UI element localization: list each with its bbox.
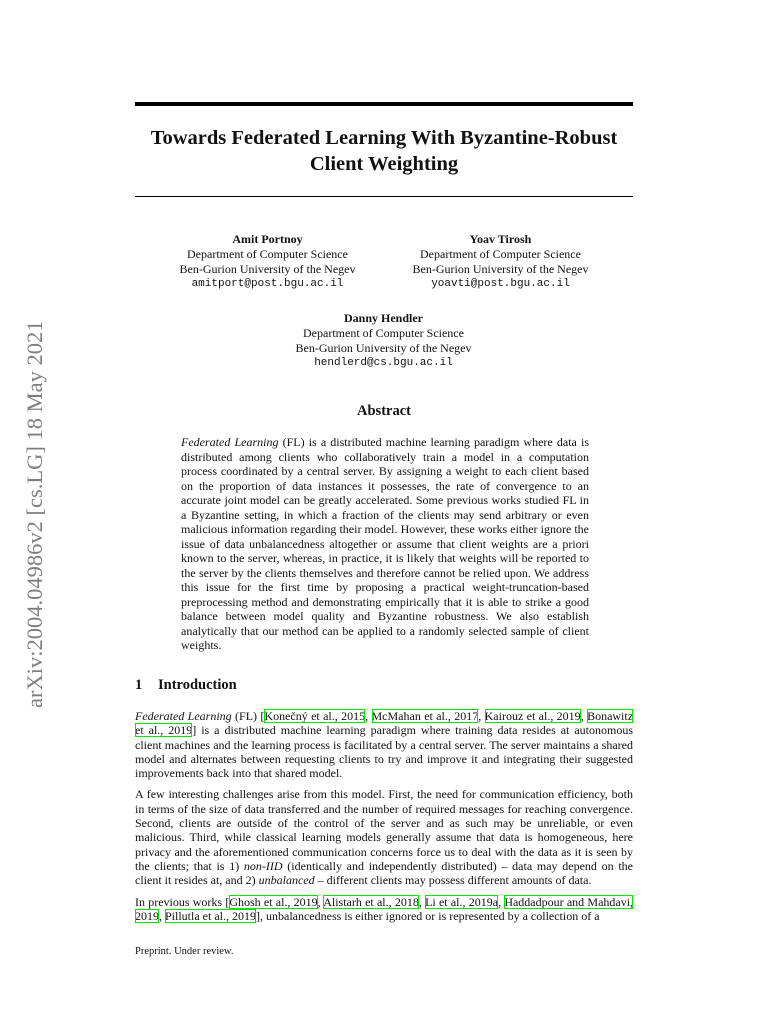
- term-emphasis: Federated Learning: [135, 709, 232, 723]
- author-email[interactable]: yoavti@post.bgu.ac.il: [431, 278, 570, 290]
- introduction-body: [135, 709, 633, 930]
- citation-link[interactable]: Bonawitz et al., 2019: [135, 709, 634, 738]
- abstract-body: (FL) is a distributed machine learning paradigm where data is distributed among clients who collaboratively train a model in a computation process coordinated by a central server. By assigning a weight to each client based on the proportion of data instances it possesses, the rate of convergence to an accurate joint model can be greatly accelerated. Some previous works studied FL in a Byzantine setting, in which a fraction of the clients may send arbitrary or even malicious information regarding their model. However, these works either ignore the issue of data unbalancedness altogether or assume that client weights are a priori known to the server, whereas, in practice, it is likely that weights will be reported to the server by the clients themselves and therefore cannot be relied upon. We address this issue for the first time by proposing a practical weight-truncation-based preprocessing method and demonstrating empirically that it is able to strike a good balance between model quality and Byzantine robustness. We also establish analytically that our method can be applied to a randomly selected sample of client weights.: [181, 435, 589, 652]
- abstract-text: [181, 435, 589, 653]
- author-email[interactable]: amitport@post.bgu.ac.il: [191, 278, 344, 290]
- author-block-tirosh: [393, 232, 608, 292]
- text-run: ,: [418, 894, 426, 909]
- author-university: Ben-Gurion University of the Negev: [295, 341, 472, 355]
- section-heading-introduction: [135, 677, 237, 694]
- author-name: Danny Hendler: [343, 311, 423, 325]
- term-emphasis: non-IID: [243, 858, 283, 873]
- citation-link[interactable]: Kairouz et al., 2019: [484, 709, 581, 723]
- title-line-2: Client Weighting: [309, 153, 459, 175]
- text-run: In previous works [: [135, 894, 230, 909]
- author-name: Amit Portnoy: [232, 232, 303, 246]
- author-block-hendler: [276, 311, 491, 371]
- author-university: Ben-Gurion University of the Negev: [179, 262, 356, 276]
- text-run: ,: [478, 709, 485, 723]
- section-number: 1: [135, 677, 143, 693]
- paragraph: [135, 709, 633, 780]
- text-run: ,: [365, 709, 372, 723]
- text-run: ,: [580, 709, 588, 723]
- citation-link[interactable]: Haddadpour and Mahdavi, 2019: [135, 894, 634, 923]
- author-department: Department of Computer Science: [420, 247, 581, 261]
- abstract-lead-term: Federated Learning: [181, 435, 279, 449]
- text-run: – different clients may possess different amounts of data.: [314, 873, 592, 888]
- text-run: ,: [159, 908, 165, 923]
- citation-link[interactable]: Ghosh et al., 2019: [229, 894, 318, 909]
- abstract-heading: Abstract: [357, 403, 411, 419]
- paper-title: [135, 125, 633, 177]
- text-run: ] is a distributed machine learning paradigm where training data resides at autonomous client machines and the learning process is facilitated by a central server. The server maintains a shared model and alternates between requesting clients to try and improve it and integrating their suggested improvements back into that shared model.: [135, 723, 633, 781]
- text-run: A few interesting challenges arise from this model. First, the need for communication efficiency, both in terms of the size of data transferred and the number of required messages for reaching convergence. Second, clients are outside of the control of the server and as such may be unreliable, or even malicious. Third, while classical learning models generally assume that data is homogeneous, here privacy and the aforementioned communication concerns force us to deal with the data as it is seen by the clients; that is 1): [135, 787, 633, 873]
- term-emphasis: unbalanced: [258, 873, 315, 888]
- author-university: Ben-Gurion University of the Negev: [412, 262, 589, 276]
- author-department: Department of Computer Science: [303, 326, 464, 340]
- title-top-rule: [135, 102, 633, 106]
- title-line-1: Towards Federated Learning With Byzantine-Robust: [150, 127, 618, 149]
- text-run: (FL) [: [231, 709, 265, 723]
- text-run: ,: [498, 894, 505, 909]
- author-department: Department of Computer Science: [187, 247, 348, 261]
- title-bottom-rule: [135, 196, 633, 197]
- section-title: Introduction: [158, 677, 237, 693]
- citation-link[interactable]: Li et al., 2019a: [425, 894, 499, 909]
- text-run: (identically and independently distributed) – data may depend on the client it resides at, and 2): [135, 858, 634, 888]
- citation-link[interactable]: Pillutla et al., 2019: [165, 908, 256, 923]
- author-name: Yoav Tirosh: [469, 232, 532, 246]
- preprint-footer: Preprint. Under review.: [135, 946, 234, 957]
- citation-link[interactable]: Konečný et al., 2015: [264, 709, 366, 723]
- paragraph: [135, 787, 633, 887]
- text-run: ,: [317, 894, 324, 909]
- author-email[interactable]: hendlerd@cs.bgu.ac.il: [314, 357, 453, 369]
- text-run: ], unbalancedness is either ignored or is represented by a collection of a: [256, 908, 600, 923]
- arxiv-identifier-stamp: arXiv:2004.04986v2 [cs.LG] 18 May 2021: [22, 320, 47, 708]
- citation-link[interactable]: Alistarh et al., 2018: [323, 894, 419, 909]
- paragraph: [135, 895, 633, 924]
- author-block-portnoy: [160, 232, 375, 292]
- citation-link[interactable]: McMahan et al., 2017: [371, 709, 479, 723]
